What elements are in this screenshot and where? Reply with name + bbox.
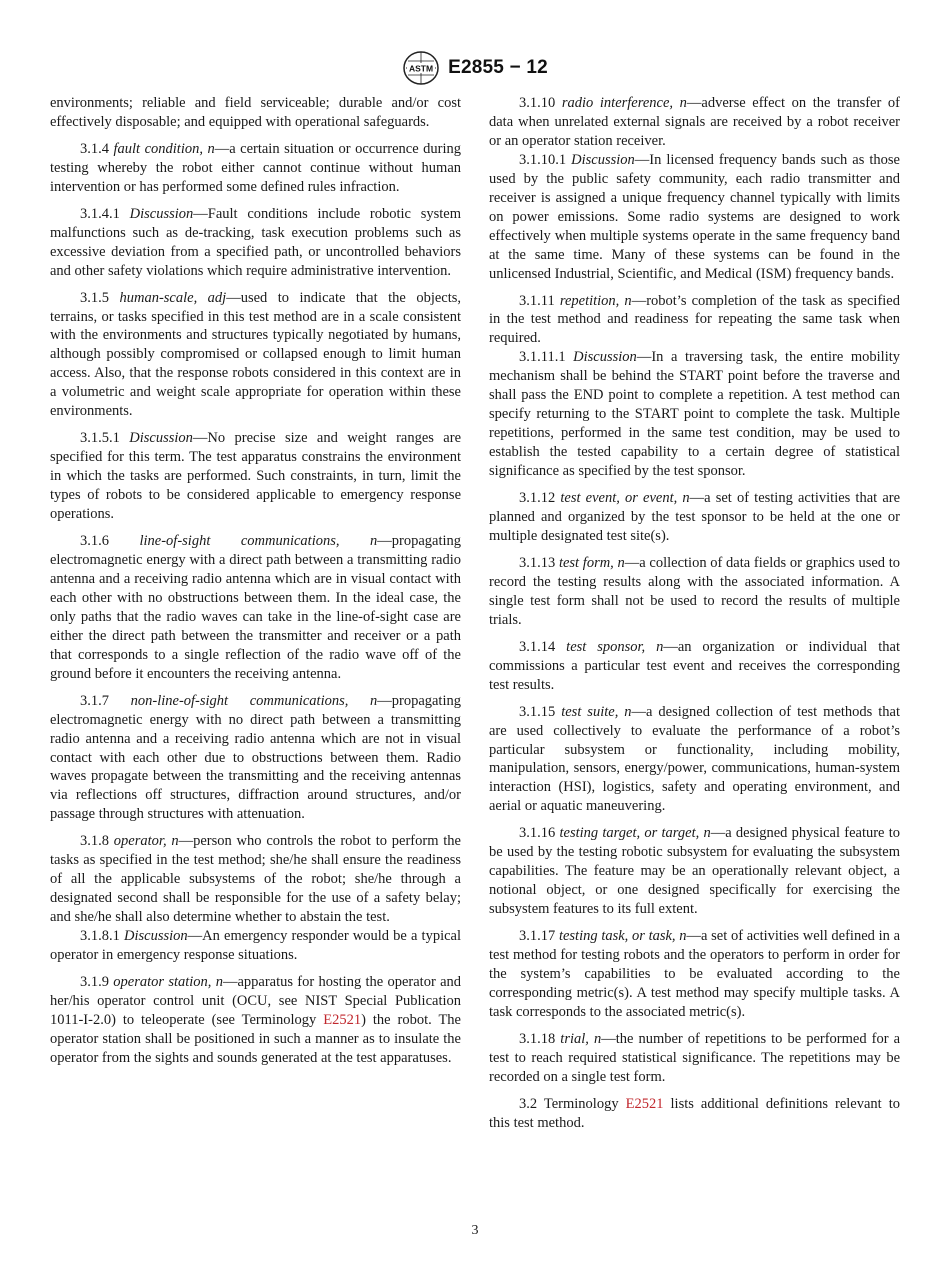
section-3-1-4-1: 3.1.4.1 Discussion—Fault conditions include robotic system malfunctions such as de-tracking, task execution problems such as excessive deviation from a specified path, or uncontrolled behaviors and other safety violations which require administrative intervention.: [50, 205, 461, 279]
section-3-1-12: 3.1.12 test event, or event, n—a set of testing activities that are planned and organized by the test sponsor to be held at the one or multiple designated test site(s).: [489, 490, 901, 544]
section-3-1-8-1: 3.1.8.1 Discussion—An emergency responder would be a typical operator in emergency response situations.: [50, 928, 462, 964]
left-column: [50, 94, 461, 1076]
section-3-1-9: 3.1.9 operator station, n—apparatus for hosting the operator and her/his operator control unit (OCU, see NIST Special Publication 1011-I-2.0) to teleoperate (see Terminology E2521) the robot. The operator station shall be positioned in such a manner as to insulate the operator from the sights and sounds generated at the test apparatuses.: [50, 973, 462, 1066]
continuation-paragraph: environments; reliable and field serviceable; durable and/or cost effectively disposable; and equipped with operational safeguards.: [50, 95, 461, 130]
section-3-1-6: 3.1.6 line-of-sight communications, n—propagating electromagnetic energy with a direct path between a transmitting radio antenna and a receiving radio antenna which are in visual contact with each other with no obstructions between them. In the ideal case, the only paths that the radio waves can take in the line-of-sight case are either the direct path between the transmitter and receiver or a path that corresponds to a single reflection of the radio wave off of the ground before it encounters the receiving antenna.: [50, 533, 462, 682]
astm-logo-icon: [402, 50, 440, 86]
svg-text:ASTM: ASTM: [409, 63, 434, 74]
section-3-1-16: 3.1.16 testing target, or target, n—a designed physical feature to be used by the testing robotic subsystem for evaluating the subsystem capabilities. The feature may be an operationally relevant object, a notional object, or one designed specifically for exercising the subsystem features to its full extent.: [489, 825, 900, 918]
section-3-1-18: 3.1.18 trial, n—the number of repetitions to be performed for a test to reach required statistical significance. The repetitions may be recorded on a single test form.: [489, 1030, 901, 1085]
page-header: [0, 50, 950, 86]
e2521-link[interactable]: E2521: [625, 1095, 664, 1112]
section-3-1-15: 3.1.15 test suite, n—a designed collection of test methods that are used collectively to evaluate the performance of a robot’s particular subsystem or functionality, including mobility, manipulation, sensors, energy/power, communications, human-system interaction (HSI), logistics, safety and operating environment, and aerial or aquatic maneuvering.: [489, 703, 901, 815]
section-3-1-4: 3.1.4 fault condition, n—a certain situation or occurrence during testing whereby the robot either cannot continue without human intervention or has performed some defined rules infraction.: [50, 140, 462, 195]
section-3-1-10: 3.1.10 radio interference, n—adverse effect on the transfer of data when unrelated external signals are received by a robot receiver or an operator station receiver.: [489, 95, 900, 149]
section-3-1-14: 3.1.14 test sponsor, n—an organization or individual that commissions a particular test event and receives the corresponding test results.: [489, 638, 900, 693]
section-3-1-7: 3.1.7 non-line-of-sight communications, n—propagating electromagnetic energy with no direct path between a transmitting radio antenna and a receiving radio antenna which are not in visual contact with each other due to obstructions between them. Radio waves propagate between the transmitting and the receiving antennas via reflections off structures, diffraction around structures, and/or passage through structures with attenuation.: [50, 692, 461, 823]
section-3-1-13: 3.1.13 test form, n—a collection of data fields or graphics used to record the testing results along with the associated information. A single test form shall not be used to record the results of multiple trials.: [489, 554, 900, 628]
section-3-1-10-1: 3.1.10.1 Discussion—In licensed frequency bands such as those used by the public safety community, each radio transmitter and receiver is assigned a unique frequency channel typically with limits on power emissions. Some radio systems are designed to work effectively when multiple systems operate in the same frequency band at the same time. Many of these systems can be found in the unlicensed Industrial, Scientific, and Medical (ISM) frequency bands.: [489, 151, 900, 282]
section-3-1-5: 3.1.5 human-scale, adj—used to indicate that the objects, terrains, or tasks specified in this test method are in a scale consistent with the environments and structures typically negotiated by humans, although possibly compromised or collapsed enough to limit human access. Also, that the response robots considered in this context are in a volumetric and weight scale appropriate for operation within these environments.: [50, 289, 462, 420]
section-3-1-5-1: 3.1.5.1 Discussion—No precise size and weight ranges are specified for this term. The test apparatus constrains the environment in which the tasks are performed. Such constraints, in turn, limit the types of robots to be considered applicable to emergency response operations.: [50, 430, 462, 523]
section-3-2: 3.2 Terminology E2521 lists additional definitions relevant to this test method.: [489, 1095, 900, 1131]
document-designation: E2855 − 12: [448, 57, 548, 78]
page-number: 3: [471, 1223, 479, 1238]
section-3-1-17: 3.1.17 testing task, or task, n—a set of activities well defined in a test method for testing robots and the operators to perform in order for the system’s capabilities to be evaluated according to the corresponding metric(s). A test method may specify multiple tasks. A task corresponds to the associated metric(s).: [489, 928, 901, 1020]
section-3-1-11-1: 3.1.11.1 Discussion—In a traversing task, the entire mobility mechanism shall be behind the START point before the traverse and shall pass the END point to complete a repetition. A test method can specify returning to the START point to complete the task. Multiple repetitions, performed in the same test condition, may be used to establish the tested capability to a certain degree of statistical significance as specified by the test sponsor.: [489, 349, 901, 480]
section-3-1-8: 3.1.8 operator, n—person who controls the robot to perform the tasks as specified in the test method; she/he shall ensure the readiness of all the applicable subsystems of the robot; she/he through a designated second shall be responsible for the use of a safety belay; and she/he shall also determine whether to abstain the test.: [50, 833, 461, 926]
right-column: [489, 94, 900, 1141]
e2521-link[interactable]: E2521: [323, 1011, 362, 1028]
section-3-1-11: 3.1.11 repetition, n—robot’s completion of the task as specified in the test method and readiness for repeating the same task when required.: [489, 292, 900, 347]
